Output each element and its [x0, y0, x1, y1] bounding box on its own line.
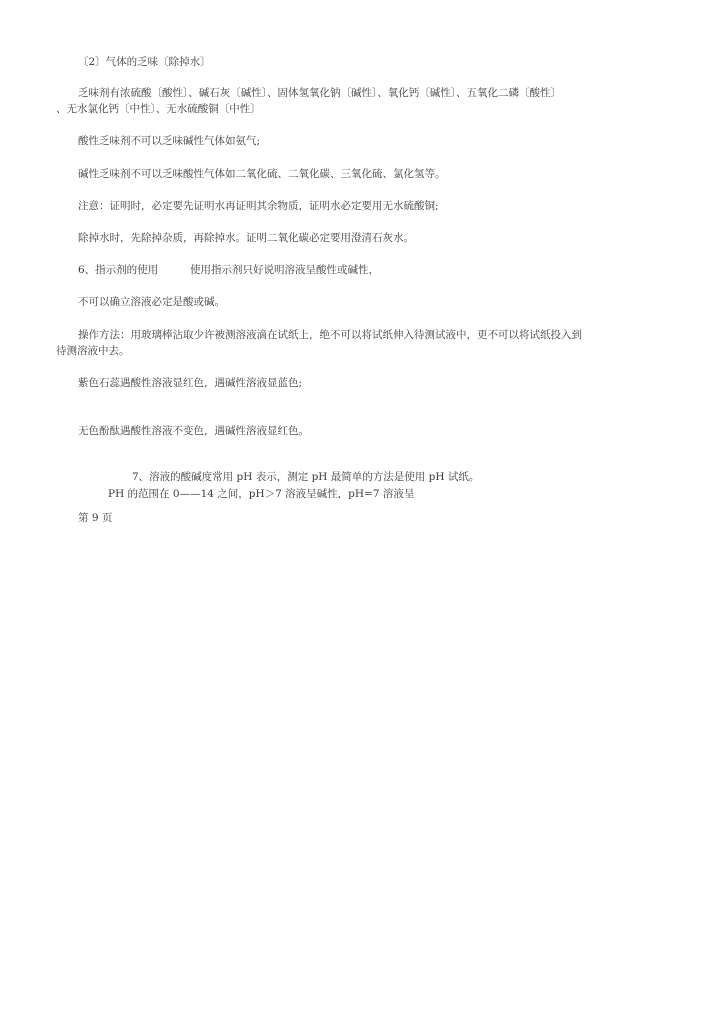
paragraph-note: 注意：证明时，必定要先证明水再证明其余物质，证明水必定要用无水硫酸铜;: [78, 200, 439, 212]
paragraph-litmus: 紫色石蕊遇酸性溶液显红色，遇碱性溶液显蓝色;: [78, 377, 303, 389]
paragraph-remove-water: 除掉水时，先除掉杂质，再除掉水。证明二氧化碳必定要用澄清石灰水。: [78, 232, 414, 244]
paragraph-operation-line1: 操作方法：用玻璃棒沾取少许被测溶液滴在试纸上，绝不可以将试纸伸入待测试液中，更不可以将试纸投入到: [78, 329, 582, 341]
paragraph-indicator-usage: 使用指示剂只好说明溶液呈酸性或碱性，: [190, 264, 379, 276]
paragraph-indicator-limit: 不可以确立溶液必定是酸或碱。: [78, 296, 225, 308]
paragraph-ph-range: PH 的范围在 0——14 之间，pH＞7 溶液呈碱性，pH=7 溶液呈: [108, 488, 415, 500]
paragraph-alkaline-desiccant: 碱性乏味剂不可以乏味酸性气体如二氧化硫、二氧化碳、三氧化硫、氯化氢等。: [78, 168, 446, 180]
paragraph-desiccant-list-line2: 、无水氯化钙〔中性〕、无水硫酸铜〔中性〕: [56, 103, 261, 115]
paragraph-operation-line2: 待测溶液中去。: [56, 345, 130, 357]
paragraph-desiccant-heading: 〔2〕气体的乏味〔除掉水〕: [78, 56, 211, 68]
paragraph-ph-heading: 7、溶液的酸碱度常用 pH 表示，测定 pH 最简单的方法是使用 pH 试纸。: [132, 471, 480, 483]
heading-indicator-usage: 6、指示剂的使用: [78, 264, 159, 276]
paragraph-desiccant-list-line1: 乏味剂有浓硫酸〔酸性〕、碱石灰〔碱性〕、固体氢氧化钠〔碱性〕、氧化钙〔碱性〕、五氧化二磷〔酸性〕: [78, 87, 561, 99]
paragraph-acid-desiccant: 酸性乏味剂不可以乏味碱性气体如氨气;: [78, 135, 261, 147]
page-number: 第 9 页: [78, 512, 113, 524]
paragraph-phenolphthalein: 无色酚酞遇酸性溶液不变色，遇碱性溶液显红色。: [78, 425, 309, 437]
